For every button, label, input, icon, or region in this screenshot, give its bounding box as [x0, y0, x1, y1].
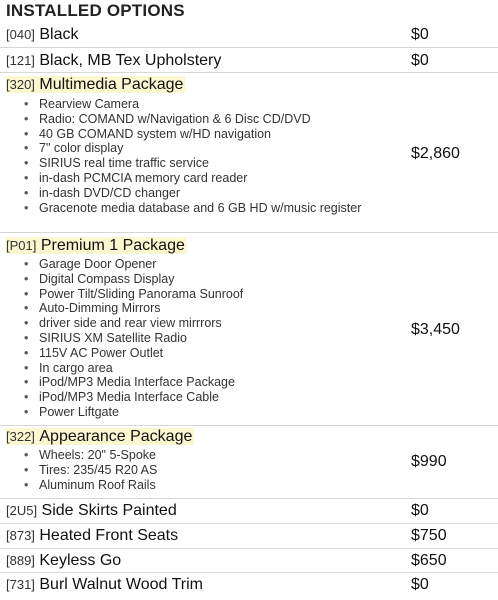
option-price: $0 — [411, 502, 429, 519]
option-price: $0 — [411, 26, 429, 43]
package-items — [24, 448, 364, 492]
option-price: $3,450 — [411, 321, 460, 338]
option-name: Heated Front Seats — [39, 527, 179, 544]
list-item: • 115V AC Power Outlet — [24, 346, 364, 361]
option-row — [0, 572, 498, 600]
list-item: • Auto-Dimming Mirrors — [24, 301, 364, 316]
option-code: [873] — [6, 528, 35, 543]
list-item: • In cargo area — [24, 361, 364, 376]
option-name: Premium 1 Package — [40, 237, 185, 254]
option-code: [320] — [6, 77, 35, 92]
option-name: Burl Walnut Wood Trim — [39, 576, 203, 593]
list-item: • SIRIUS XM Satellite Radio — [24, 331, 364, 346]
option-price: $650 — [411, 552, 447, 569]
list-item: • Garage Door Opener — [24, 257, 364, 272]
option-name: Black, MB Tex Upholstery — [39, 52, 222, 69]
highlight — [6, 237, 187, 254]
option-code: [322] — [6, 429, 35, 444]
list-item: • 40 GB COMAND system w/HD navigation — [24, 127, 364, 142]
highlight — [6, 428, 194, 445]
option-name: Black — [39, 26, 79, 43]
option-name: Multimedia Package — [39, 76, 184, 93]
option-code: [040] — [6, 27, 35, 42]
option-row — [0, 232, 498, 425]
option-heading — [6, 576, 203, 594]
option-row — [0, 23, 498, 47]
package-items — [24, 257, 364, 420]
list-item: • iPod/MP3 Media Interface Package — [24, 375, 364, 390]
list-item: • Tires: 235/45 R20 AS — [24, 463, 364, 478]
list-item: • in-dash DVD/CD changer — [24, 186, 364, 201]
list-item: • Radio: COMAND w/Navigation & 6 Disc CD/DVD — [24, 112, 364, 127]
option-heading — [6, 237, 187, 255]
option-code: [P01] — [6, 238, 37, 253]
package-items — [24, 97, 364, 215]
option-row — [0, 548, 498, 572]
option-name: Side Skirts Painted — [41, 502, 177, 519]
list-item: • driver side and rear view mirrrors — [24, 316, 364, 331]
option-heading — [6, 552, 121, 570]
list-item: • Gracenote media database and 6 GB HD w/music register — [24, 201, 364, 216]
list-item: • Wheels: 20" 5-Spoke — [24, 448, 364, 463]
option-heading — [6, 527, 178, 545]
option-price: $990 — [411, 453, 447, 470]
option-price: $0 — [411, 576, 429, 593]
option-row — [0, 425, 498, 498]
option-row — [0, 72, 498, 232]
list-item: • Power Liftgate — [24, 405, 364, 420]
option-heading — [6, 502, 177, 520]
list-item: • Power Tilt/Sliding Panorama Sunroof — [24, 287, 364, 302]
list-item: • 7" color display — [24, 141, 364, 156]
option-code: [121] — [6, 53, 35, 68]
option-price: $750 — [411, 527, 447, 544]
option-code: [731] — [6, 577, 35, 592]
list-item: • Aluminum Roof Rails — [24, 478, 364, 493]
highlight — [6, 76, 185, 93]
option-price: $0 — [411, 52, 429, 69]
option-code: [2U5] — [6, 503, 38, 518]
option-heading — [6, 52, 221, 70]
option-name: Keyless Go — [39, 552, 122, 569]
option-name: Appearance Package — [39, 428, 193, 445]
option-row — [0, 47, 498, 72]
option-heading — [6, 428, 194, 446]
option-heading — [6, 26, 79, 44]
page-title: INSTALLED OPTIONS — [6, 1, 185, 20]
list-item: • Rearview Camera — [24, 97, 364, 112]
list-item: • iPod/MP3 Media Interface Cable — [24, 390, 364, 405]
option-price: $2,860 — [411, 145, 460, 162]
list-item: • in-dash PCMCIA memory card reader — [24, 171, 364, 186]
option-row — [0, 523, 498, 548]
option-heading — [6, 76, 185, 94]
option-code: [889] — [6, 553, 35, 568]
list-item: • Digital Compass Display — [24, 272, 364, 287]
option-row — [0, 498, 498, 523]
list-item: • SIRIUS real time traffic service — [24, 156, 364, 171]
